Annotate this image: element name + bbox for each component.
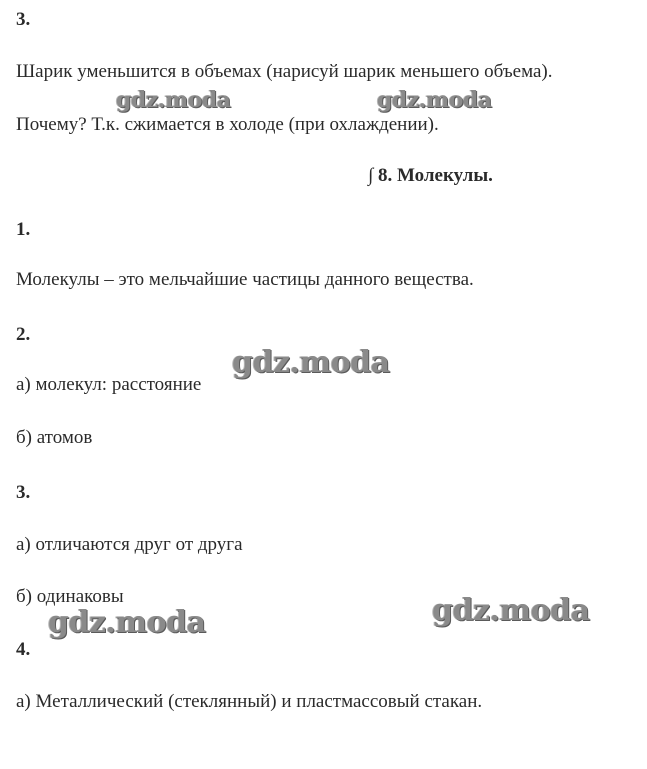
watermark: gdz.moda [48, 605, 206, 640]
watermark: gdz.moda [377, 87, 492, 113]
task-number-3: 3. [16, 9, 31, 30]
answer-3a: а) отличаются друг от друга [16, 534, 243, 555]
watermark: gdz.moda [432, 593, 590, 628]
answer-molecules: Молекулы – это мельчайшие частицы данного вещества. [16, 269, 474, 290]
answer-2b: б) атомов [16, 427, 93, 448]
answer-why: Почему? Т.к. сжимается в холоде (при охлаждении). [16, 114, 439, 135]
answer-4a: а) Металлический (стеклянный) и пластмассовый стакан. [16, 691, 483, 712]
watermark: gdz.moda [116, 87, 231, 113]
task-number-2: 2. [16, 324, 31, 345]
answer-2a: а) молекул: расстояние [16, 374, 202, 395]
task-number-3b: 3. [16, 482, 31, 503]
answer-3b: б) одинаковы [16, 586, 124, 607]
task-number-4: 4. [16, 639, 31, 660]
section-title: ∫ 8. Молекулы. [368, 165, 493, 186]
watermark: gdz.moda [232, 345, 390, 380]
answer-ball: Шарик уменьшится в объемах (нарисуй шарик меньшего объема). [16, 61, 553, 82]
task-number-1: 1. [16, 219, 31, 240]
